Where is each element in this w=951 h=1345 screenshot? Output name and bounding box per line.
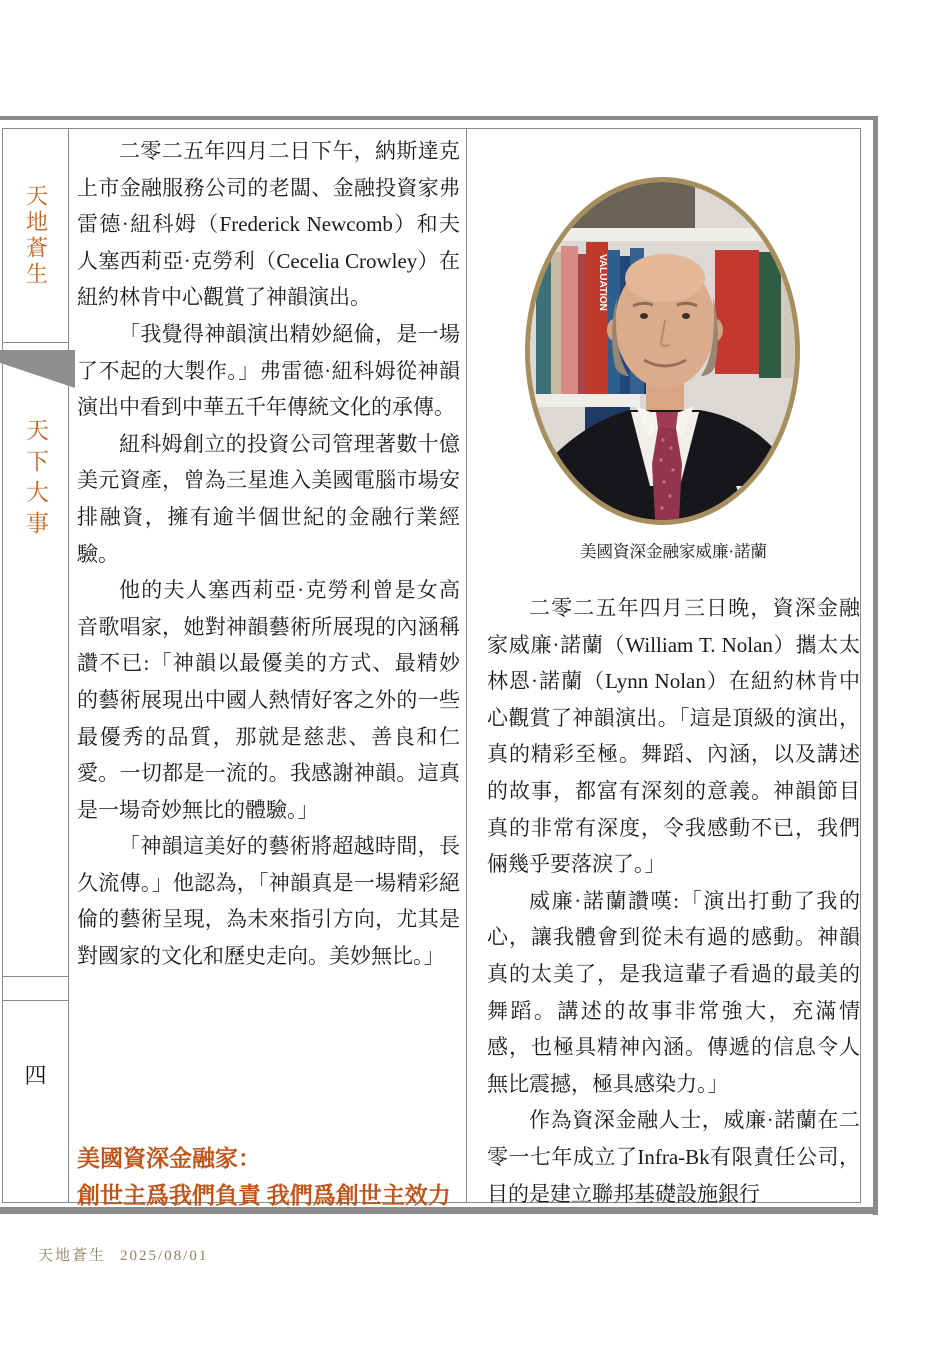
right-eye [682,313,690,319]
column-divider [466,128,467,1203]
sidebar-masthead-box [3,129,68,343]
shelf-board-top [530,228,795,241]
section-heading-line2: 創世主爲我們負責 我們爲創世主效力 [77,1183,451,1208]
masthead-title: 天地蒼生 [23,183,49,288]
section-heading-line1: 美國資深金融家： [77,1146,261,1171]
sidebar-horizontal-line [3,976,68,977]
portrait-photo [525,177,800,525]
footer [38,1244,222,1265]
page-number: 四 [24,1063,47,1088]
page-number-box [3,1000,68,1203]
sidebar-section-box [3,418,68,542]
footer-publication-name: 天地蒼生 [38,1248,107,1264]
bald-crown [625,254,705,302]
tie [652,428,682,520]
sidebar-divider [68,128,69,1203]
sidebar-section-title: 天下大事 [23,418,48,542]
section-heading [77,1140,460,1214]
paragraph: 作為資深金融人士，威廉·諾蘭在二零一七年成立了Infra-Bk有限責任公司，目的是建立聯邦基礎設施銀行 [487,1108,860,1206]
right-rule [873,116,878,1215]
photo-caption: 美國資深金融家威廉·諾蘭 [580,542,767,561]
paragraph: 威廉·諾蘭讚嘆:「演出打動了我的心，讓我體會到從未有過的感動。神韻真的太美了，是我這輩子看過的最美的舞蹈。講述的故事非常強大，充滿情感，也極具精神內涵。傳遞的信息令人無比震撼，極具感染力。」 [487,888,860,1096]
paragraph: 「神韻這美好的藝術將超越時間，長久流傳。」他認為，「神韻真是一場精彩絕倫的藝術呈現，為未來指引方向，尤其是對國家的文化和歷史走向。美妙無比。」 [77,834,460,969]
paragraph: 「我覺得神韻演出精妙絕倫，是一場了不起的大製作。」弗雷德·紐科姆從神韻演出中看到中華五千年傳統文化的承傳。 [77,321,460,420]
tie-knot [656,412,678,428]
left-eye [640,313,648,319]
top-rule [0,116,878,120]
left-column [77,133,460,975]
book-spines-right [715,250,795,378]
right-column [487,590,860,1212]
footer-date: 2025/08/01 [120,1248,209,1264]
shelf-board-middle [530,394,640,407]
paragraph: 他的夫人塞西莉亞·克勞利曾是女高音歌唱家，她對神韻藝術所展現的內涵稱讚不已:「神韻以最優美的方式、最精妙的藝術展現出中國人熱情好客之外的一些最優秀的品質，那就是慈悲、善良和仁愛。一切都是一流的。我感謝神韻。這真是一場奇妙無比的體驗。」 [77,578,460,822]
paragraph: 紐科姆創立的投資公司管理著數十億美元資產，曾為三星進入美國電腦市場安排融資，擁有逾半個世紀的金融行業經驗。 [77,431,460,566]
paragraph: 二零二五年四月二日下午，納斯達克上市金融服務公司的老闆、金融投資家弗雷德·紐科姆（Frederick Newcomb）和夫人塞西莉亞·克勞利（Cecelia Crowley）在紐約林肯中心觀賞了神韻演出。 [77,139,460,310]
portrait-photo-illustration [530,182,795,520]
paragraph: 二零二五年四月三日晚，資深金融家威廉·諾蘭（William T. Nolan）攜太太林恩·諾蘭（Lynn Nolan）在紐約林肯中心觀賞了神韻演出。「這是頂級的演出，真的精彩至極。舞蹈、內涵，以及講述的故事，都富有深刻的意義。神韻節目真的非常有深度，令我感動不已，我們倆幾乎要落淚了。」 [487,596,860,877]
valuation-book-title: VALUATION [597,254,608,311]
